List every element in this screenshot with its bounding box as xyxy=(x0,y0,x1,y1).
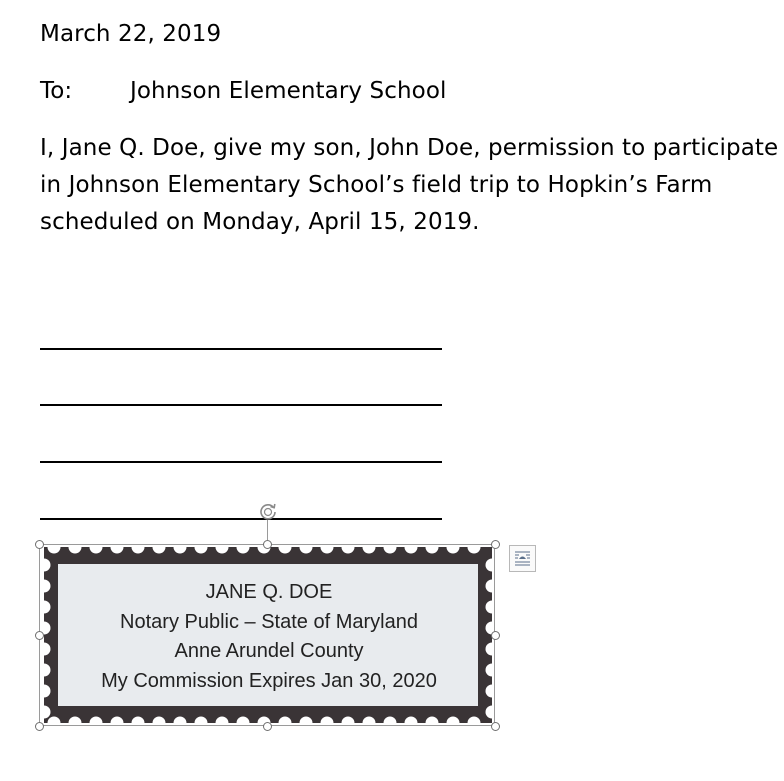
letter-date: March 22, 2019 xyxy=(40,21,222,47)
rotate-stem xyxy=(267,520,268,540)
blank-line-4 xyxy=(40,518,442,520)
paragraph-line-2: in Johnson Elementary School’s field trip to Hopkin’s Farm xyxy=(40,172,713,198)
layout-options-icon xyxy=(510,546,535,571)
permission-paragraph xyxy=(40,130,780,241)
resize-handle-bottom[interactable] xyxy=(263,722,272,731)
rotate-handle-icon[interactable] xyxy=(257,500,279,522)
stamp-title: Notary Public – State of Maryland xyxy=(120,610,418,633)
image-selection-frame[interactable] xyxy=(39,544,495,726)
resize-handle-bottom-right[interactable] xyxy=(491,722,500,731)
stamp-commission: My Commission Expires Jan 30, 2020 xyxy=(101,669,437,692)
layout-options-button[interactable] xyxy=(509,545,536,572)
resize-handle-top-left[interactable] xyxy=(35,540,44,549)
to-label: To: xyxy=(40,78,73,104)
paragraph-line-1: I, Jane Q. Doe, give my son, John Doe, permission to participate xyxy=(40,135,779,161)
resize-handle-right[interactable] xyxy=(491,631,500,640)
resize-handle-top-right[interactable] xyxy=(491,540,500,549)
resize-handle-top[interactable] xyxy=(263,540,272,549)
blank-line-2 xyxy=(40,404,442,406)
resize-handle-bottom-left[interactable] xyxy=(35,722,44,731)
blank-line-1 xyxy=(40,348,442,350)
stamp-county: Anne Arundel County xyxy=(174,640,364,662)
recipient-name: Johnson Elementary School xyxy=(130,78,447,104)
paragraph-line-3: scheduled on Monday, April 15, 2019. xyxy=(40,209,480,235)
resize-handle-left[interactable] xyxy=(35,631,44,640)
recipient-line xyxy=(40,73,447,110)
stamp-name: JANE Q. DOE xyxy=(205,581,333,603)
blank-line-3 xyxy=(40,461,442,463)
